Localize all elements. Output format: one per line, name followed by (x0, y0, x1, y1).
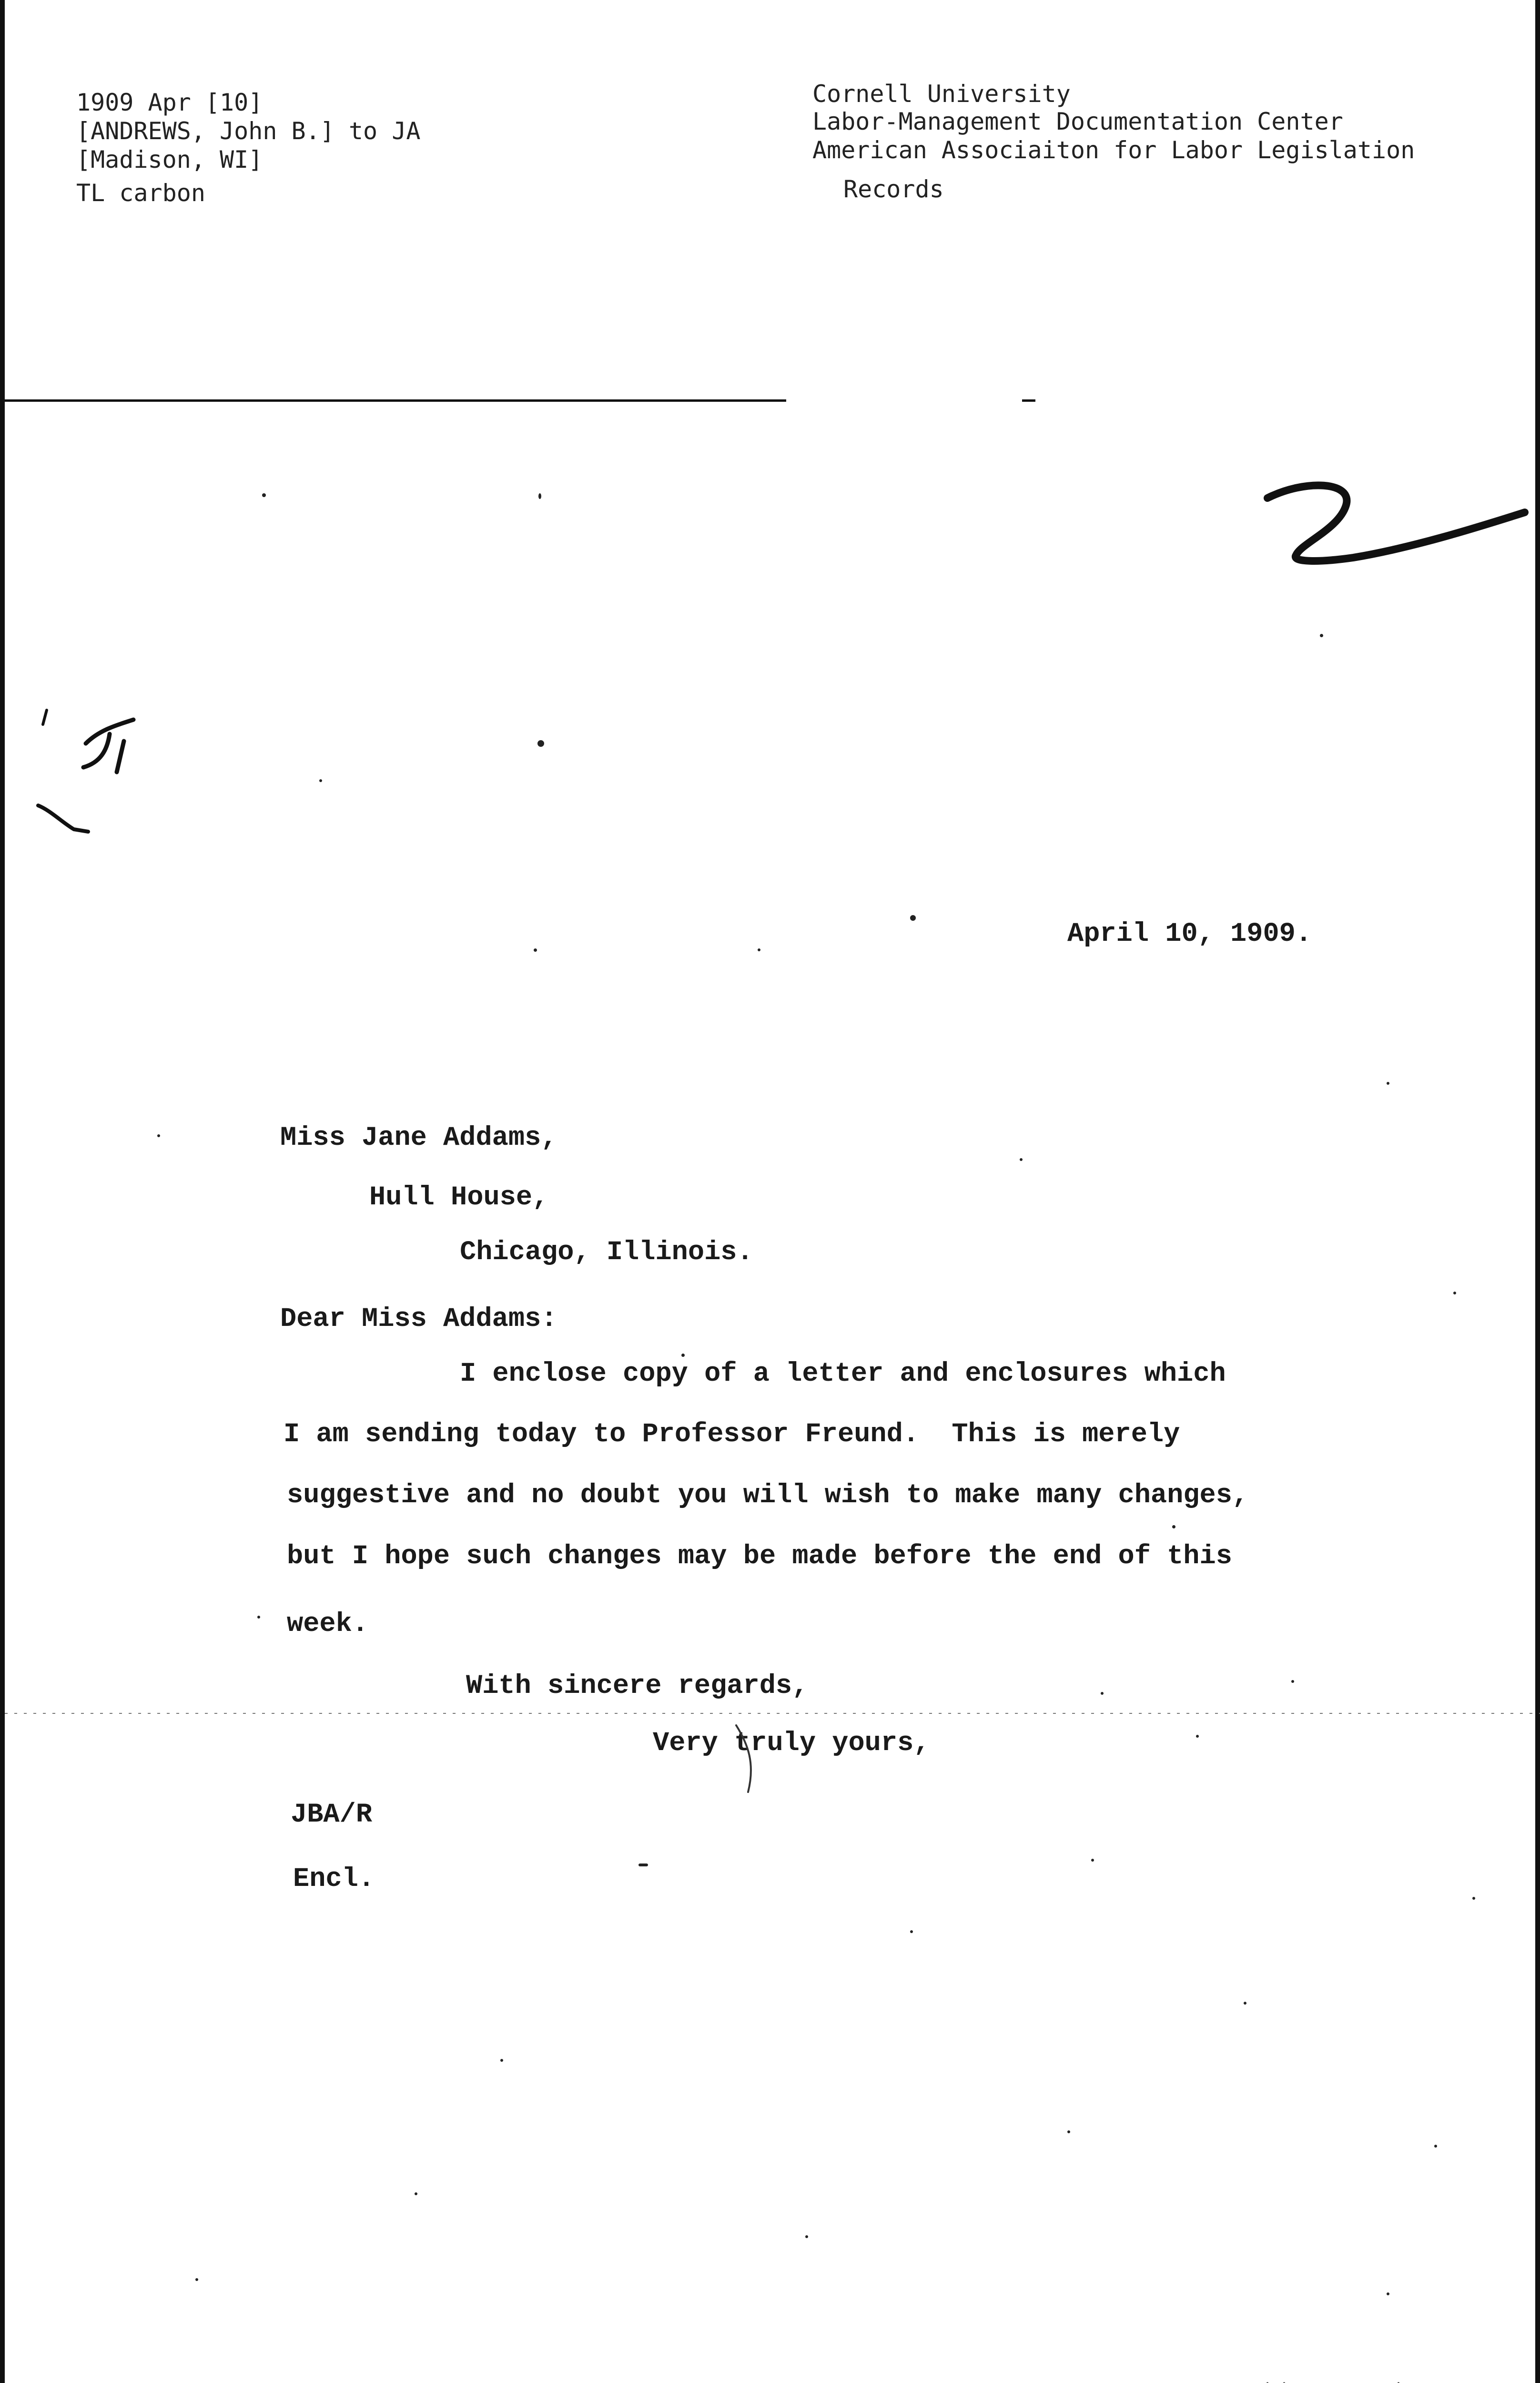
header-institution: Cornell University (812, 80, 1071, 108)
header-correspondents: [ANDREWS, John B.] to JA (76, 117, 421, 145)
speck (262, 493, 266, 497)
recipient-name: Miss Jane Addams, (280, 1123, 557, 1153)
complimentary-close: Very truly yours, (653, 1728, 930, 1759)
speck (1172, 1525, 1175, 1528)
body-line-4: but I hope such changes may be made before the end of this (287, 1541, 1232, 1572)
speck (1244, 2002, 1246, 2005)
body-line-2: I am sending today to Professor Freund. This is merely (284, 1419, 1180, 1450)
speck (758, 948, 760, 951)
speck (1434, 2145, 1437, 2148)
speck (319, 779, 322, 782)
handwritten-page-number (1267, 485, 1525, 561)
letter-date: April 10, 1909. (1067, 919, 1312, 949)
speck (910, 1930, 913, 1933)
speck (805, 2235, 808, 2238)
header-collection: American Associaiton for Labor Legislation (812, 136, 1415, 164)
regards-line: With sincere regards, (466, 1671, 809, 1701)
speck (500, 2059, 503, 2062)
speck (534, 948, 537, 952)
speck (1196, 1735, 1199, 1738)
speck (1387, 2292, 1389, 2295)
speck (910, 915, 916, 921)
handwritten-marks (5, 0, 1540, 2383)
speck (1387, 1082, 1389, 1085)
speck (1067, 2130, 1070, 2133)
body-line-1: I enclose copy of a letter and enclosures which (460, 1359, 1226, 1389)
speck (257, 1616, 260, 1619)
header-date: 1909 Apr [10] (76, 89, 263, 116)
salutation: Dear Miss Addams: (280, 1304, 557, 1334)
header-place: [Madison, WI] (76, 146, 263, 173)
speck (1453, 1292, 1456, 1294)
body-line-5: week. (287, 1609, 369, 1640)
speck (537, 740, 544, 747)
header-center: Labor-Management Documentation Center (812, 108, 1343, 135)
speck (1091, 1859, 1094, 1862)
margin-squiggle (83, 720, 133, 772)
speck (638, 1864, 648, 1866)
reference-initials: JBA/R (291, 1800, 373, 1830)
recipient-address-line-2: Chicago, Illinois. (460, 1237, 753, 1268)
body-line-3: suggestive and no doubt you will wish to make many changes, (287, 1480, 1249, 1511)
separator-dash (1022, 399, 1035, 402)
speck (538, 493, 541, 499)
header-separator-rule (5, 399, 786, 402)
margin-mark (38, 805, 88, 832)
header-format: TL carbon (76, 179, 205, 207)
header-series: Records (843, 175, 944, 203)
speck (681, 1354, 685, 1357)
speck (1320, 634, 1323, 637)
speck (1020, 1158, 1023, 1161)
speck (1291, 1680, 1294, 1683)
speck (157, 1134, 160, 1137)
speck (1472, 1897, 1475, 1900)
speck (195, 2278, 198, 2281)
speck (1101, 1692, 1104, 1695)
enclosure-notation: Encl. (293, 1864, 375, 1894)
speck (415, 2192, 417, 2195)
recipient-address-line-1: Hull House, (369, 1182, 549, 1213)
